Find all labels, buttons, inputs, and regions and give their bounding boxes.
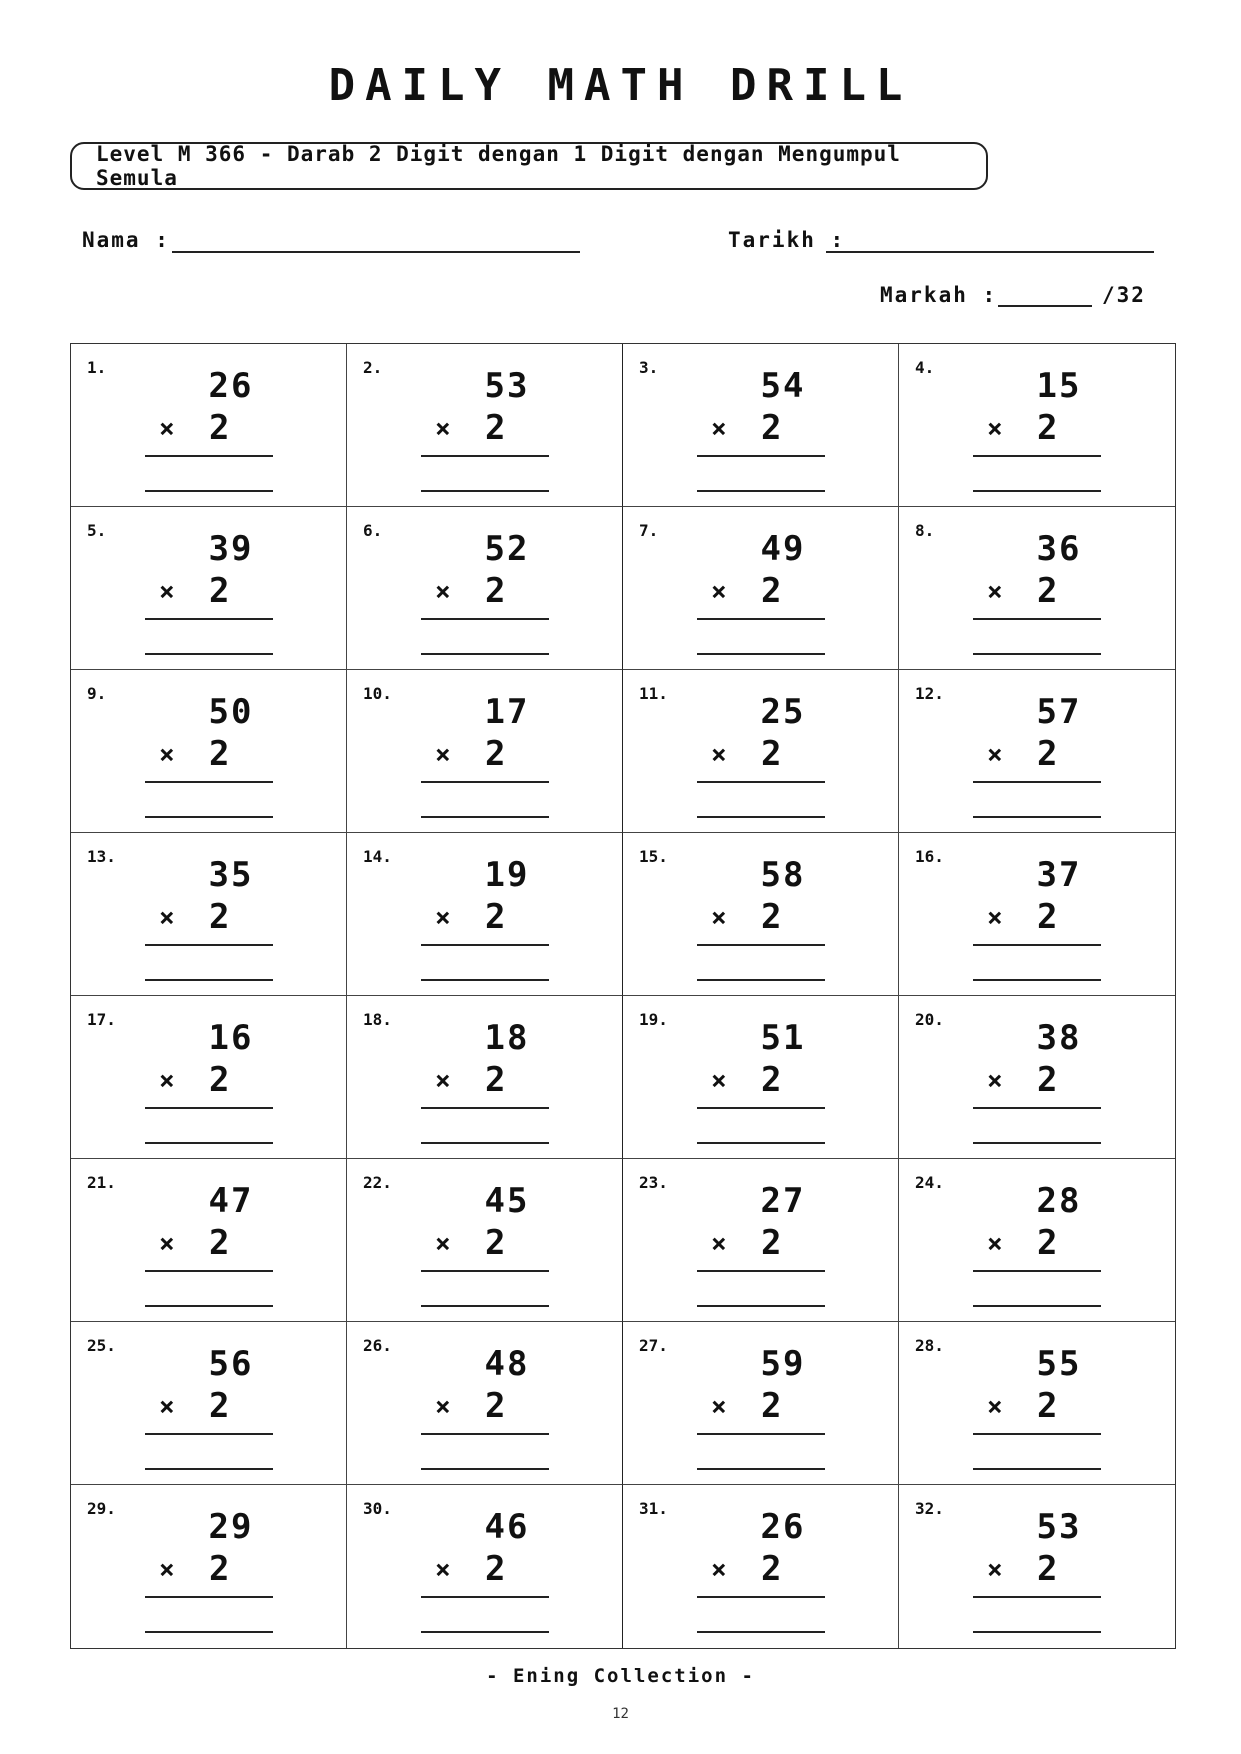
- answer-line[interactable]: [697, 816, 825, 818]
- sum-rule: [421, 455, 549, 457]
- multiplicand: 46: [484, 1507, 530, 1547]
- problem-cell: [347, 996, 623, 1159]
- sum-rule: [421, 1596, 549, 1598]
- multiply-sign: ×: [711, 903, 727, 933]
- answer-line[interactable]: [145, 979, 273, 981]
- multiplicand: 28: [1036, 1181, 1082, 1221]
- problem-cell: [623, 670, 899, 833]
- multiply-sign: ×: [711, 1229, 727, 1259]
- multiplier: 2: [485, 1386, 506, 1426]
- question-number: 16.: [915, 847, 944, 866]
- sum-rule: [697, 1107, 825, 1109]
- multiplier: 2: [485, 571, 506, 611]
- name-label: Nama :: [82, 228, 170, 252]
- sum-rule: [697, 455, 825, 457]
- problem-cell: [623, 996, 899, 1159]
- sum-rule: [973, 618, 1101, 620]
- question-number: 25.: [87, 1336, 116, 1355]
- answer-line[interactable]: [145, 1305, 273, 1307]
- problem-cell: [347, 344, 623, 507]
- question-number: 15.: [639, 847, 668, 866]
- multiplier: 2: [761, 408, 782, 448]
- multiplicand: 29: [208, 1507, 254, 1547]
- multiplier: 2: [1037, 1060, 1058, 1100]
- multiplier: 2: [485, 1549, 506, 1589]
- multiplicand: 16: [208, 1018, 254, 1058]
- multiplier: 2: [761, 1060, 782, 1100]
- multiplier: 2: [485, 1223, 506, 1263]
- multiplicand: 25: [760, 692, 806, 732]
- sum-rule: [973, 944, 1101, 946]
- answer-line[interactable]: [973, 653, 1101, 655]
- multiplicand: 45: [484, 1181, 530, 1221]
- marks-total: /32: [1102, 283, 1146, 307]
- sum-rule: [697, 1596, 825, 1598]
- answer-line[interactable]: [421, 1142, 549, 1144]
- multiplicand: 52: [484, 529, 530, 569]
- answer-line[interactable]: [421, 653, 549, 655]
- multiply-sign: ×: [435, 414, 451, 444]
- footer-credit: - Ening Collection -: [486, 1665, 755, 1687]
- sum-rule: [421, 781, 549, 783]
- multiplier: 2: [761, 897, 782, 937]
- problem-cell: [899, 344, 1175, 507]
- question-number: 2.: [363, 358, 383, 377]
- multiply-sign: ×: [435, 1392, 451, 1422]
- multiplier: 2: [209, 1060, 230, 1100]
- problem-cell: [899, 1322, 1175, 1485]
- sum-rule: [973, 1107, 1101, 1109]
- problem-cell: [347, 1322, 623, 1485]
- multiply-sign: ×: [159, 577, 175, 607]
- sum-rule: [421, 1433, 549, 1435]
- question-number: 14.: [363, 847, 392, 866]
- sum-rule: [697, 618, 825, 620]
- problem-cell: [71, 1322, 347, 1485]
- problem-cell: [623, 507, 899, 670]
- multiply-sign: ×: [435, 1229, 451, 1259]
- multiplier: 2: [761, 734, 782, 774]
- multiply-sign: ×: [159, 414, 175, 444]
- question-number: 10.: [363, 684, 392, 703]
- multiply-sign: ×: [159, 740, 175, 770]
- multiply-sign: ×: [159, 1392, 175, 1422]
- problem-cell: [347, 1485, 623, 1648]
- multiply-sign: ×: [711, 1066, 727, 1096]
- problem-cell: [899, 670, 1175, 833]
- multiply-sign: ×: [711, 577, 727, 607]
- question-number: 24.: [915, 1173, 944, 1192]
- answer-line[interactable]: [973, 490, 1101, 492]
- multiplicand: 59: [760, 1344, 806, 1384]
- multiplier: 2: [1037, 1549, 1058, 1589]
- multiplicand: 26: [208, 366, 254, 406]
- multiplicand: 37: [1036, 855, 1082, 895]
- multiplicand: 54: [760, 366, 806, 406]
- multiplier: 2: [761, 571, 782, 611]
- problem-cell: [899, 833, 1175, 996]
- multiplier: 2: [209, 571, 230, 611]
- multiply-sign: ×: [987, 1229, 1003, 1259]
- multiplicand: 36: [1036, 529, 1082, 569]
- sum-rule: [145, 618, 273, 620]
- question-number: 11.: [639, 684, 668, 703]
- sum-rule: [421, 618, 549, 620]
- problem-cell: [347, 833, 623, 996]
- multiply-sign: ×: [987, 1555, 1003, 1585]
- answer-line[interactable]: [145, 1142, 273, 1144]
- problem-cell: [623, 1485, 899, 1648]
- sum-rule: [697, 1433, 825, 1435]
- sum-rule: [973, 1596, 1101, 1598]
- problem-grid: [70, 343, 1176, 1649]
- sum-rule: [145, 1433, 273, 1435]
- answer-line[interactable]: [421, 816, 549, 818]
- page-number: 12: [612, 1706, 629, 1722]
- answer-line[interactable]: [973, 979, 1101, 981]
- problem-cell: [899, 1485, 1175, 1648]
- multiplicand: 55: [1036, 1344, 1082, 1384]
- question-number: 30.: [363, 1499, 392, 1518]
- multiply-sign: ×: [435, 1066, 451, 1096]
- sum-rule: [973, 1433, 1101, 1435]
- multiplicand: 26: [760, 1507, 806, 1547]
- question-number: 27.: [639, 1336, 668, 1355]
- answer-line[interactable]: [145, 490, 273, 492]
- question-number: 28.: [915, 1336, 944, 1355]
- question-number: 4.: [915, 358, 935, 377]
- sum-rule: [421, 944, 549, 946]
- answer-line[interactable]: [973, 1142, 1101, 1144]
- answer-line[interactable]: [421, 490, 549, 492]
- multiplier: 2: [761, 1549, 782, 1589]
- question-number: 21.: [87, 1173, 116, 1192]
- multiply-sign: ×: [711, 740, 727, 770]
- marks-field[interactable]: [998, 305, 1092, 307]
- problem-cell: [623, 1322, 899, 1485]
- multiplier: 2: [209, 1223, 230, 1263]
- sum-rule: [145, 781, 273, 783]
- multiply-sign: ×: [435, 740, 451, 770]
- answer-line[interactable]: [145, 1631, 273, 1633]
- answer-line[interactable]: [145, 816, 273, 818]
- sum-rule: [421, 1107, 549, 1109]
- multiplicand: 50: [208, 692, 254, 732]
- problem-cell: [71, 670, 347, 833]
- problem-cell: [71, 507, 347, 670]
- multiplicand: 56: [208, 1344, 254, 1384]
- problem-cell: [623, 833, 899, 996]
- sum-rule: [145, 1107, 273, 1109]
- multiplier: 2: [1037, 897, 1058, 937]
- problem-cell: [71, 1485, 347, 1648]
- multiply-sign: ×: [159, 1066, 175, 1096]
- multiplicand: 15: [1036, 366, 1082, 406]
- multiply-sign: ×: [987, 903, 1003, 933]
- question-number: 3.: [639, 358, 659, 377]
- multiplicand: 35: [208, 855, 254, 895]
- multiply-sign: ×: [159, 903, 175, 933]
- answer-line[interactable]: [697, 979, 825, 981]
- sum-rule: [145, 1596, 273, 1598]
- question-number: 12.: [915, 684, 944, 703]
- sum-rule: [973, 455, 1101, 457]
- problem-cell: [623, 1159, 899, 1322]
- multiply-sign: ×: [711, 1555, 727, 1585]
- level-text: Level M 366 - Darab 2 Digit dengan 1 Digit dengan Mengumpul Semula: [96, 142, 901, 190]
- multiplier: 2: [209, 1549, 230, 1589]
- question-number: 5.: [87, 521, 107, 540]
- answer-line[interactable]: [697, 1468, 825, 1470]
- multiplicand: 57: [1036, 692, 1082, 732]
- multiply-sign: ×: [159, 1555, 175, 1585]
- multiplier: 2: [485, 897, 506, 937]
- problem-cell: [899, 1159, 1175, 1322]
- multiplier: 2: [485, 1060, 506, 1100]
- multiply-sign: ×: [987, 740, 1003, 770]
- answer-line[interactable]: [697, 1142, 825, 1144]
- multiplicand: 51: [760, 1018, 806, 1058]
- problem-cell: [347, 507, 623, 670]
- question-number: 1.: [87, 358, 107, 377]
- question-number: 8.: [915, 521, 935, 540]
- question-number: 20.: [915, 1010, 944, 1029]
- answer-line[interactable]: [973, 816, 1101, 818]
- problem-cell: [347, 670, 623, 833]
- date-label: Tarikh :: [728, 228, 846, 252]
- multiplier: 2: [485, 734, 506, 774]
- multiplicand: 27: [760, 1181, 806, 1221]
- answer-line[interactable]: [973, 1631, 1101, 1633]
- multiplier: 2: [209, 408, 230, 448]
- multiply-sign: ×: [435, 577, 451, 607]
- question-number: 19.: [639, 1010, 668, 1029]
- multiplicand: 39: [208, 529, 254, 569]
- multiplier: 2: [485, 408, 506, 448]
- problem-cell: [347, 1159, 623, 1322]
- question-number: 9.: [87, 684, 107, 703]
- multiplicand: 47: [208, 1181, 254, 1221]
- multiply-sign: ×: [711, 1392, 727, 1422]
- multiply-sign: ×: [987, 1392, 1003, 1422]
- multiplicand: 48: [484, 1344, 530, 1384]
- sum-rule: [145, 1270, 273, 1272]
- answer-line[interactable]: [145, 1468, 273, 1470]
- sum-rule: [697, 944, 825, 946]
- sum-rule: [697, 781, 825, 783]
- question-number: 6.: [363, 521, 383, 540]
- answer-line[interactable]: [697, 1305, 825, 1307]
- level-banner: [70, 142, 988, 190]
- multiply-sign: ×: [711, 414, 727, 444]
- multiply-sign: ×: [435, 1555, 451, 1585]
- multiplier: 2: [1037, 1386, 1058, 1426]
- problem-cell: [899, 507, 1175, 670]
- multiplier: 2: [1037, 1223, 1058, 1263]
- answer-line[interactable]: [973, 1305, 1101, 1307]
- sum-rule: [697, 1270, 825, 1272]
- problem-cell: [899, 996, 1175, 1159]
- question-number: 31.: [639, 1499, 668, 1518]
- problem-cell: [71, 344, 347, 507]
- worksheet-title: DAILY MATH DRILL: [328, 60, 913, 111]
- question-number: 26.: [363, 1336, 392, 1355]
- multiplier: 2: [1037, 734, 1058, 774]
- answer-line[interactable]: [421, 1305, 549, 1307]
- answer-line[interactable]: [973, 1468, 1101, 1470]
- sum-rule: [973, 1270, 1101, 1272]
- multiply-sign: ×: [987, 577, 1003, 607]
- multiplicand: 58: [760, 855, 806, 895]
- multiply-sign: ×: [987, 1066, 1003, 1096]
- sum-rule: [973, 781, 1101, 783]
- answer-line[interactable]: [421, 1631, 549, 1633]
- multiplicand: 17: [484, 692, 530, 732]
- multiply-sign: ×: [435, 903, 451, 933]
- multiplier: 2: [209, 1386, 230, 1426]
- multiplier: 2: [1037, 408, 1058, 448]
- multiplier: 2: [1037, 571, 1058, 611]
- multiplicand: 49: [760, 529, 806, 569]
- question-number: 17.: [87, 1010, 116, 1029]
- name-field[interactable]: [172, 251, 580, 253]
- multiplier: 2: [209, 897, 230, 937]
- question-number: 13.: [87, 847, 116, 866]
- marks-label: Markah :: [880, 283, 998, 307]
- sum-rule: [421, 1270, 549, 1272]
- question-number: 18.: [363, 1010, 392, 1029]
- answer-line[interactable]: [697, 1631, 825, 1633]
- question-number: 23.: [639, 1173, 668, 1192]
- question-number: 7.: [639, 521, 659, 540]
- multiplicand: 38: [1036, 1018, 1082, 1058]
- multiplicand: 53: [1036, 1507, 1082, 1547]
- answer-line[interactable]: [145, 653, 273, 655]
- multiplicand: 19: [484, 855, 530, 895]
- multiply-sign: ×: [987, 414, 1003, 444]
- sum-rule: [145, 455, 273, 457]
- problem-cell: [623, 344, 899, 507]
- question-number: 29.: [87, 1499, 116, 1518]
- answer-line[interactable]: [697, 653, 825, 655]
- multiplier: 2: [761, 1223, 782, 1263]
- question-number: 22.: [363, 1173, 392, 1192]
- date-field[interactable]: [826, 251, 1154, 253]
- multiply-sign: ×: [159, 1229, 175, 1259]
- sum-rule: [145, 944, 273, 946]
- multiplier: 2: [761, 1386, 782, 1426]
- problem-cell: [71, 1159, 347, 1322]
- answer-line[interactable]: [421, 979, 549, 981]
- problem-cell: [71, 833, 347, 996]
- problem-cell: [71, 996, 347, 1159]
- answer-line[interactable]: [697, 490, 825, 492]
- multiplier: 2: [209, 734, 230, 774]
- answer-line[interactable]: [421, 1468, 549, 1470]
- multiplicand: 53: [484, 366, 530, 406]
- question-number: 32.: [915, 1499, 944, 1518]
- multiplicand: 18: [484, 1018, 530, 1058]
